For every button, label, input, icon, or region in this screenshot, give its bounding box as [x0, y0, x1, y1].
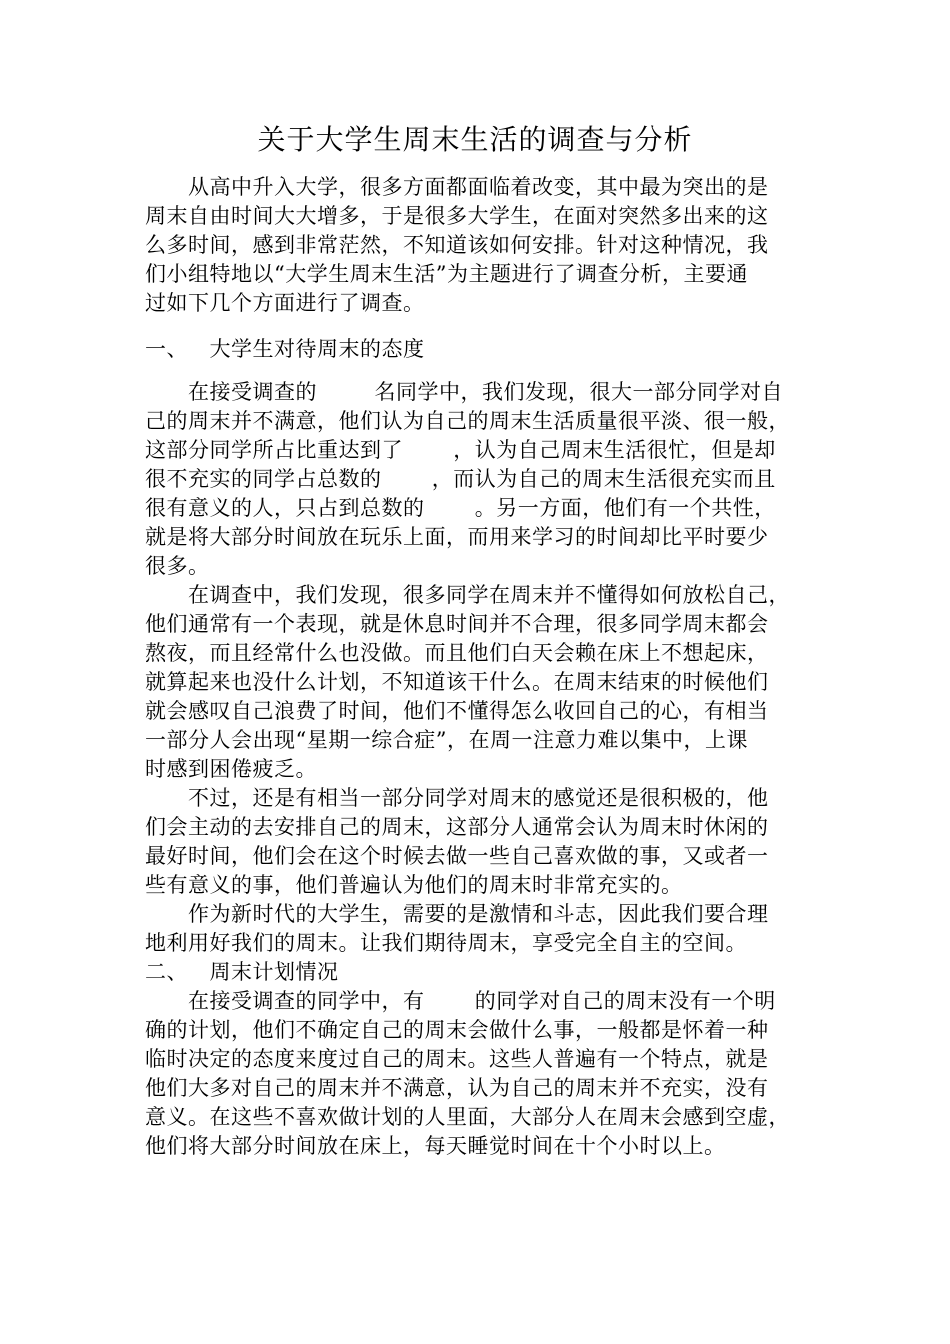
paragraph-line: 就会感叹自己浪费了时间，他们不懂得怎么收回自己的心，有相当 [145, 699, 769, 723]
paragraph-line: 最好时间，他们会在这个时候去做一些自己喜欢做的事，又或者一 [145, 844, 769, 868]
intro-line: 从高中升入大学，很多方面都面临着改变，其中最为突出的是 [145, 175, 769, 199]
intro-line: 么多时间，感到非常茫然，不知道该如何安排。针对这种情况，我 [145, 233, 769, 257]
section-heading-1: 一、 大学生对待周末的态度 [145, 337, 425, 361]
intro-line: 们小组特地以“大学生周末生活”为主题进行了调查分析，主要通 [145, 262, 748, 286]
document-title: 关于大学生周末生活的调查与分析 [257, 123, 693, 156]
paragraph-line: 在调查中，我们发现，很多同学在周末并不懂得如何放松自己， [145, 583, 791, 607]
paragraph-line: 这部分同学所占比重达到了 ，认为自己周末生活很忙，但是却 [145, 438, 776, 462]
paragraph-line: 不过，还是有相当一部分同学对周末的感觉还是很积极的，他 [145, 786, 769, 810]
paragraph-line: 熬夜，而且经常什么也没做。而且他们白天会赖在床上不想起床， [145, 641, 769, 665]
paragraph-line: 们会主动的去安排自己的周末，这部分人通常会认为周末时休闲的 [145, 815, 769, 839]
intro-line: 过如下几个方面进行了调查。 [145, 291, 425, 315]
paragraph-line: 在接受调查的 名同学中，我们发现，很大一部分同学对自 [145, 380, 783, 404]
paragraph-line: 他们大多对自己的周末并不满意，认为自己的周末并不充实，没有 [145, 1076, 769, 1100]
section-heading-2: 二、 周末计划情况 [145, 960, 339, 984]
paragraph-line: 就是将大部分时间放在玩乐上面，而用来学习的时间却比平时要少 [145, 525, 769, 549]
paragraph-line: 很有意义的人，只占到总数的 。另一方面，他们有一个共性， [145, 496, 776, 520]
paragraph-line: 些有意义的事，他们普遍认为他们的周末时非常充实的。 [145, 873, 683, 897]
paragraph-line: 己的周末并不满意，他们认为自己的周末生活质量很平淡、很一般， [145, 409, 790, 433]
paragraph-line: 他们将大部分时间放在床上，每天睡觉时间在十个小时以上。 [145, 1134, 726, 1158]
paragraph-line: 在接受调查的同学中，有 的同学对自己的周末没有一个明 [145, 989, 776, 1013]
paragraph-line: 确的计划，他们不确定自己的周末会做什么事，一般都是怀着一种 [145, 1018, 769, 1042]
paragraph-line: 他们通常有一个表现，就是休息时间并不合理，很多同学周末都会 [145, 612, 769, 636]
paragraph-line: 很多。 [145, 554, 210, 578]
paragraph-line: 临时决定的态度来度过自己的周末。这些人普遍有一个特点，就是 [145, 1047, 769, 1071]
paragraph-line: 时感到困倦疲乏。 [145, 757, 317, 781]
paragraph-line: 作为新时代的大学生，需要的是激情和斗志，因此我们要合理 [145, 902, 769, 926]
paragraph-line: 就算起来也没什么计划，不知道该干什么。在周末结束的时候他们 [145, 670, 769, 694]
paragraph-line: 一部分人会出现“星期一综合症”，在周一注意力难以集中，上课 [145, 728, 748, 752]
paragraph-line: 很不充实的同学占总数的 ，而认为自己的周末生活很充实而且 [145, 467, 776, 491]
paragraph-line: 地利用好我们的周末。让我们期待周末，享受完全自主的空间。 [145, 931, 747, 955]
intro-line: 周末自由时间大大增多，于是很多大学生，在面对突然多出来的这 [145, 204, 769, 228]
paragraph-line: 意义。在这些不喜欢做计划的人里面，大部分人在周末会感到空虚， [145, 1105, 790, 1129]
